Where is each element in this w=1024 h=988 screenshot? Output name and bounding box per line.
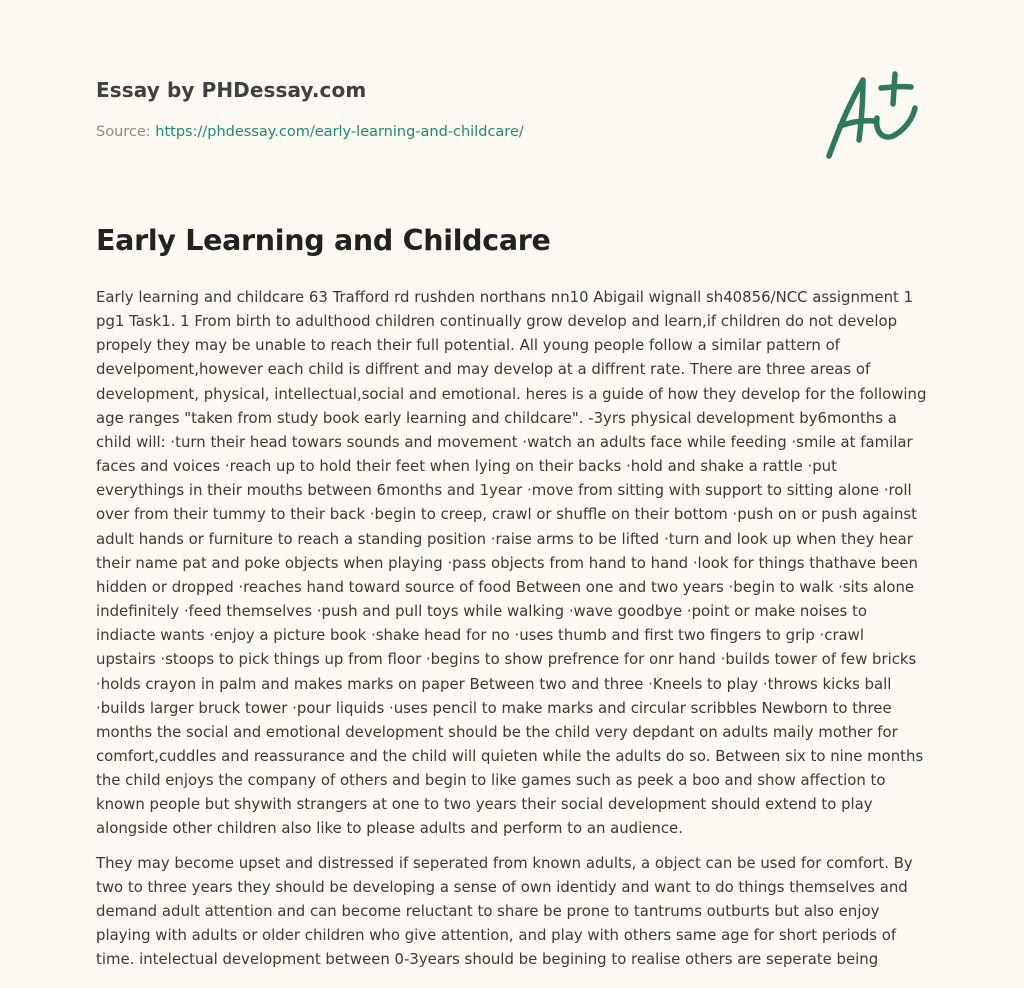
source-line bbox=[96, 124, 524, 140]
essay-paragraph: Early learning and childcare 63 Trafford rd rushden northans nn10 Abigail wignall sh40856/NCC assignment 1 pg1 Task1. 1 From birth to adulthood children continually grow develop and learn,if children do not develop propely they may be unable to reach their full potential. All young people follow a similar pattern of develpoment,however each child is diffrent and may develop at a diffrent rate. There are three areas of development, physical, intellectual,social and emotional. heres is a guide of how they develop for the following age ranges "taken from study book early learning and childcare". -3yrs physical development by6months a child will: ·turn their head towars sounds and movement ·watch an adults face while feeding ·smile at familar faces and voices ·reach up to hold their feet when lying on their backs ·hold and shake a rattle ·put everythings in their mouths between 6months and 1year ·move from sitting with support to sitting alone ·roll over from their tummy to their back ·begin to creep, crawl or shuffle on their bottom ·push on or push against adult hands or furniture to reach a standing position ·raise arms to be lifted ·turn and look up when they hear their name pat and poke objects when playing ·pass objects from hand to hand ·look for things thathave been hidden or dropped ·reaches hand toward source of food Between one and two years ·begin to walk ·sits alone indefinitely ·feed themselves ·push and pull toys while walking ·wave goodbye ·point or make noises to indiacte wants ·enjoy a picture book ·shake head for no ·uses thumb and first two fingers to grip ·crawl upstairs ·stoops to pick things up from floor ·begins to show prefrence for onr hand ·builds tower of few bricks ·holds crayon in palm and makes marks on paper Between two and three ·Kneels to play ·throws kicks ball ·builds larger bruck tower ·pour liquids ·uses pencil to make marks and circular scribbles Newborn to three months the social and emotional development should be the child very depdant on adults maily mother for comfort,cuddles and reassurance and the child will quieten while the adults do so. Between six to nine months the child enjoys the company of others and begin to like games such as peek a boo and show affection to known people but shywith strangers at one to two years their social development should extend to play alongside other children also like to please adults and perform to an audience. bbox=[96, 288, 927, 838]
source-link[interactable]: https://phdessay.com/early-learning-and-childcare/ bbox=[155, 124, 524, 140]
essay-paragraph: They may become upset and distressed if seperated from known adults, a object can be used for comfort. By two to three years they should be developing a sense of own identidy and want to do things themselves and demand adult attention and can become reluctant to share be prone to tantrums outburts but also enjoy playing with adults or older children who give attention, and play with others same age for short periods of time. intelectual development between 0-3years should be begining to realise others are seperate being bbox=[96, 853, 913, 969]
source-label: Source: bbox=[96, 124, 151, 140]
site-brand: Essay by PHDessay.com bbox=[96, 78, 367, 102]
essay-body bbox=[96, 285, 928, 981]
essay-title: Early Learning and Childcare bbox=[96, 224, 551, 257]
a-plus-logo bbox=[823, 68, 928, 164]
